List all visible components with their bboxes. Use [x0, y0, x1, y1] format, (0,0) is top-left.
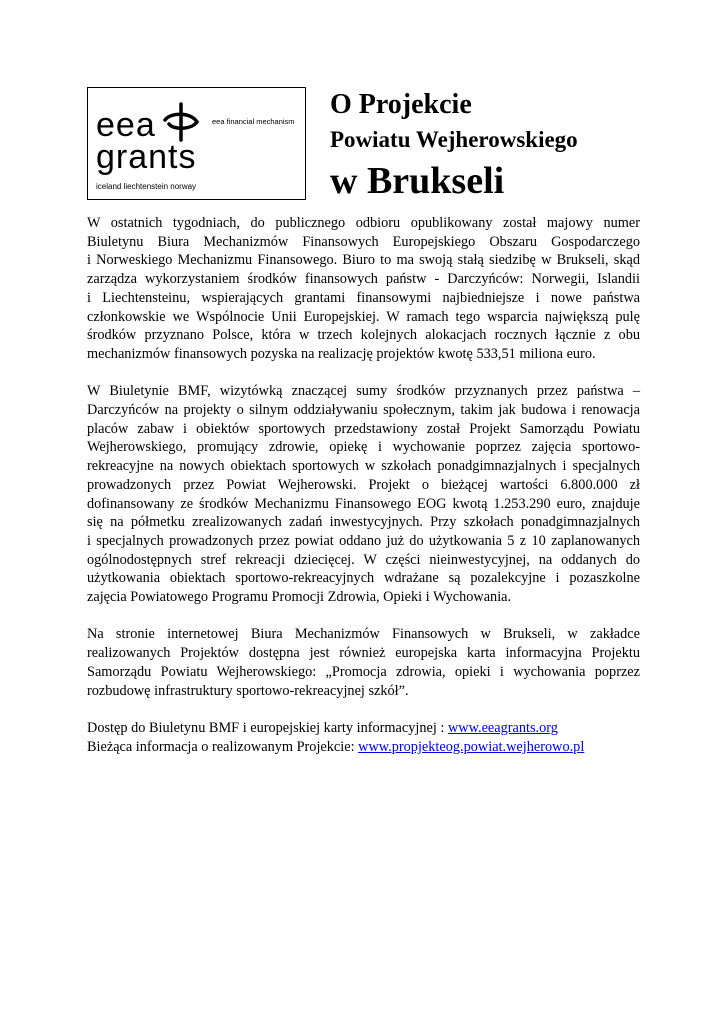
paragraph-line: placów zabaw i obiektów sportowych przedstawiony został Projekt Samorządu Powiatu [87, 420, 640, 437]
title-line-2: Powiatu Wejherowskiego [330, 127, 578, 152]
paragraph-line: dofinansowany ze środków Mechanizmu Finansowego EOG kwotą 1.253.290 euro, znajduje [87, 495, 640, 512]
paragraph-line: rozbudowę infrastruktury sportowo-rekreacyjnej szkół”. [87, 682, 409, 699]
paragraph-line: członkowskie we Wspólnocie Unii Europejskiej. W ramach tego wsparcia największą pulę [87, 308, 640, 325]
paragraph-2 [87, 382, 640, 606]
title-line-1: O Projekcie [330, 89, 472, 120]
bmf-link-line [87, 719, 640, 738]
paragraph-line: środków przyznano Polsce, która w trzech kolejnych alokacjach rocznych łącznie z obu [87, 327, 640, 344]
paragraph-line: rekreacyjne na nowych obiektach sportowych w szkołach ponadgimnazjalnych i specjalnych [87, 458, 640, 475]
paragraph-line: Wejherowskiego, promujący zdrowie, opiekę i wychowanie poprzez zajęcia sportowo- [87, 439, 640, 456]
project-website-link[interactable]: www.propjekteog.powiat.wejherowo.pl [358, 738, 585, 755]
paragraph-line: prowadzonych przez Powiat Wejherowski. Projekt o bieżącej wartości 6.800.000 zł [87, 476, 640, 493]
logo-eea-text: eea [96, 106, 156, 144]
paragraph-line: realizowanych Projektów dostępna jest również europejska karta informacyjna Projektu [87, 645, 640, 662]
paragraph-line: i specjalnych prowadzonych przez powiat oddano już do użytkowania 5 z 10 zaplanowanych [87, 532, 640, 549]
eea-grants-knot-icon [161, 102, 201, 142]
paragraph-line: zajęcia Powiatowego Programu Promocji Zdrowia, Opieki i Wychowania. [87, 589, 512, 606]
paragraph-line: Na stronie internetowej Biura Mechanizmów Finansowych w Brukseli, w zakładce [87, 626, 640, 643]
project-link-line [87, 738, 640, 757]
paragraph-line: ogólnodostępnych stref rekreacji dziecięcej. W części nieinwestycyjnej, na oddanych do [87, 551, 640, 568]
paragraph-line: się na półmetku zrealizowanych zadań inwestycyjnych. Przy szkołach ponadgimnazjalnych [87, 514, 640, 531]
logo-grants-text: grants [96, 138, 197, 176]
paragraph-line: Darczyńców na projekty o silnym oddziaływaniu społecznym, takim jak budowa i renowacja [87, 402, 640, 419]
logo-mechanism-text: eea financial mechanism [212, 117, 295, 126]
logo-countries-text: iceland liechtenstein norway [96, 182, 197, 191]
paragraph-line: W Biuletynie BMF, wizytówką znaczącej sumy środków przyznanych przez państwa – [87, 383, 640, 400]
paragraph-line: zarządza wykorzystaniem środków finansowych państw - Darczyńców: Norwegii, Islandii [87, 271, 640, 288]
project-link-label: Bieżąca informacja o realizowanym Projekcie: [87, 738, 359, 755]
links-section [87, 719, 640, 756]
paragraph-3 [87, 625, 640, 700]
paragraph-line: i Norweskiego Mechanizmu Finansowego. Biuro to ma swoją stałą siedzibę w Brukseli, skąd [87, 252, 640, 269]
article-body [87, 214, 640, 756]
paragraph-line: Samorządu Powiatu Wejherowskiego: „Promocja zdrowia, opieki i wychowania poprzez [87, 663, 640, 680]
eeagrants-link[interactable]: www.eeagrants.org [447, 719, 558, 736]
eea-grants-logo [87, 87, 306, 200]
paragraph-line: użytkowania obiektach sportowo-rekreacyjnych wdrażane są pozalekcyjne i pozaszkolne [87, 570, 640, 587]
paragraph-1 [87, 214, 640, 364]
paragraph-line: mechanizmów finansowych pozyska na realizację projektów kwotę 533,51 miliona euro. [87, 345, 596, 362]
paragraph-line: i Liechtensteinu, wspierających grantami finansowymi najbiedniejsze i nowe państwa [87, 289, 640, 306]
bmf-link-label: Dostęp do Biuletynu BMF i europejskiej karty informacyjnej : [87, 719, 448, 736]
paragraph-line: Biuletynu Biura Mechanizmów Finansowych Europejskiego Obszaru Gospodarczego [87, 233, 640, 250]
title-line-3: w Brukseli [330, 160, 505, 202]
paragraph-line: W ostatnich tygodniach, do publicznego odbioru opublikowany został majowy numer [87, 215, 640, 231]
